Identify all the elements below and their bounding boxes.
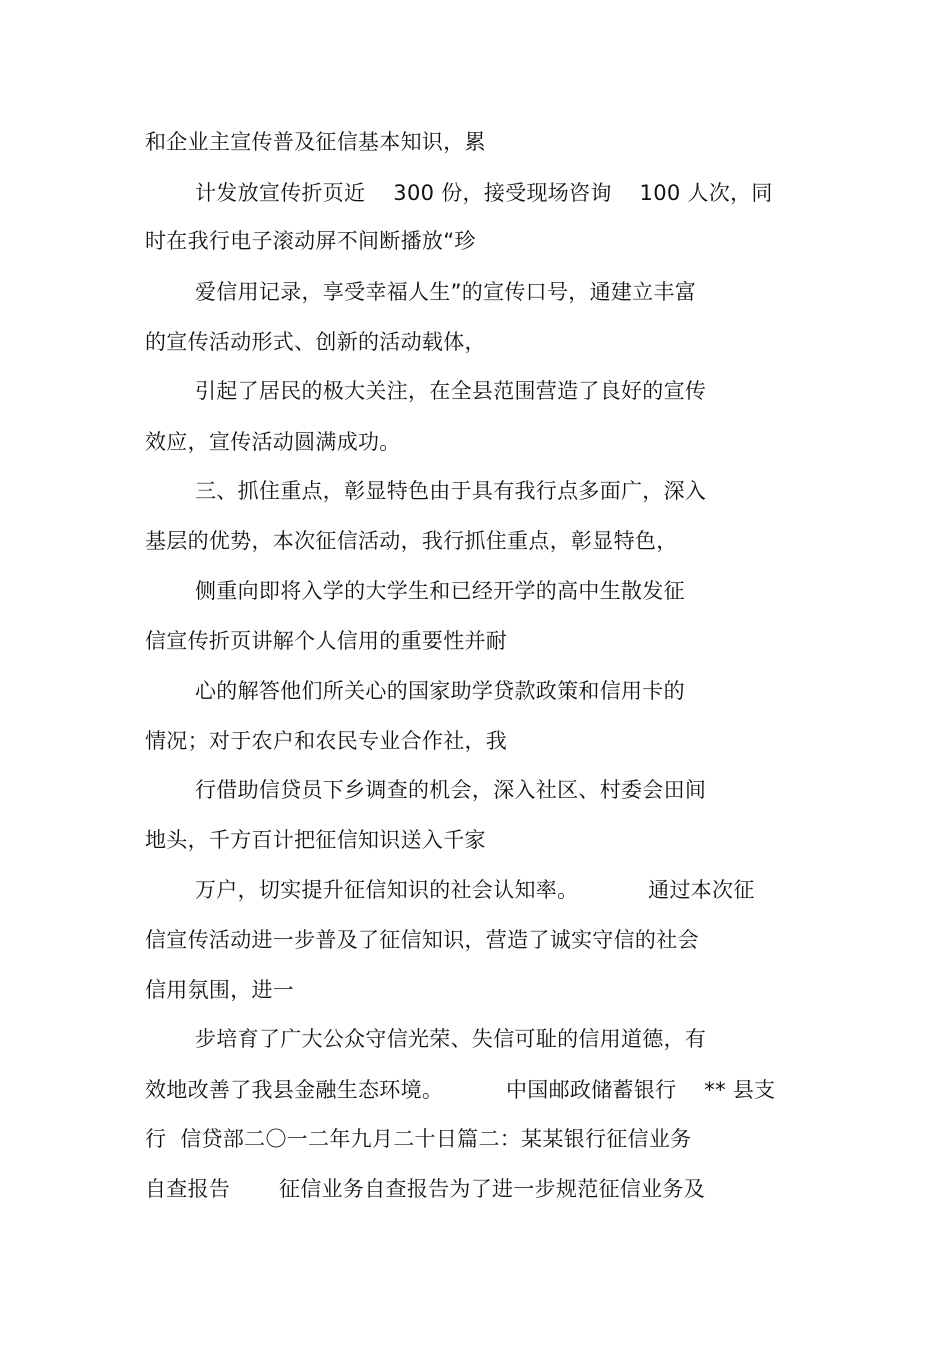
text-line: 和企业主宣传普及征信基本知识，累	[145, 130, 486, 154]
text-line: 时在我行电子滚动屏不间断播放“珍	[145, 229, 476, 253]
text-line: 侧重向即将入学的大学生和已经开学的高中生散发征	[195, 579, 685, 603]
text-line: 三、抓住重点，彰显特色由于具有我行点多面广，深入	[195, 479, 707, 503]
text-line: 效地改善了我县金融生态环境。 中国邮政储蓄银行 ** 县支	[145, 1078, 776, 1102]
text-line: 的宣传活动形式、创新的活动载体，	[145, 330, 486, 354]
text-line: 基层的优势，本次征信活动，我行抓住重点，彰显特色，	[145, 529, 678, 553]
text-line: 信宣传活动进一步普及了征信知识，营造了诚实守信的社会	[145, 928, 699, 952]
text-line: 引起了居民的极大关注，在全县范围营造了良好的宣传	[195, 379, 707, 403]
text-line: 行 信贷部二〇一二年九月二十日篇二：某某银行征信业务	[145, 1127, 692, 1151]
text-line: 效应，宣传活动圆满成功。	[145, 430, 401, 454]
text-line: 情况；对于农户和农民专业合作社，我	[145, 729, 508, 753]
text-line: 步培育了广大公众守信光荣、失信可耻的信用道德，有	[195, 1027, 707, 1051]
text-line: 心的解答他们所关心的国家助学贷款政策和信用卡的	[195, 679, 685, 703]
text-line: 地头，千方百计把征信知识送入千家	[145, 828, 486, 852]
text-line: 万户，切实提升征信知识的社会认知率。 通过本次征	[195, 878, 755, 902]
text-line: 计发放宣传折页近 300 份，接受现场咨询 100 人次，同	[195, 181, 773, 205]
text-line: 爱信用记录，享受幸福人生”的宣传口号，通建立丰富	[195, 280, 697, 304]
text-line: 信宣传折页讲解个人信用的重要性并耐	[145, 629, 508, 653]
text-line: 信用氛围，进一	[145, 978, 295, 1002]
text-line: 自查报告 征信业务自查报告为了进一步规范征信业务及	[145, 1177, 706, 1201]
text-line: 行借助信贷员下乡调查的机会，深入社区、村委会田间	[195, 778, 707, 802]
